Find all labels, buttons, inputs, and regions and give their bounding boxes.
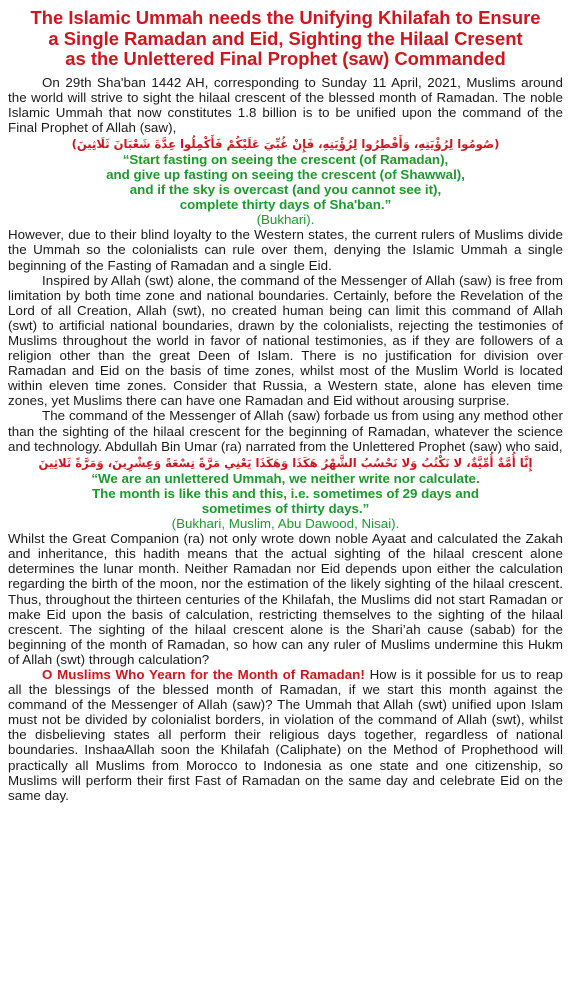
hadith1-line-4 — [8, 197, 563, 227]
hadith2-line-3-text: sometimes of thirty days.” — [201, 500, 370, 516]
hadith2-line-3 — [8, 501, 563, 531]
document-title — [8, 8, 563, 70]
hadith-block-fasting — [8, 136, 563, 227]
paragraph-method: The command of the Messenger of Allah (saw) forbade us from using any method other than the sighting of the hilaal crescent for the beginning of Ramadan, whatever the science and technology. Abdullah Bin Umar (ra) narrated from the Unlettered Prophet (saw) who said, — [8, 408, 563, 454]
title-line-3: as the Unlettered Final Prophet (saw) Commanded — [65, 48, 506, 69]
title-line-2: a Single Ramadan and Eid, Sighting the Hilaal Cresent — [48, 27, 523, 49]
hadith1-source: (Bukhari). — [256, 212, 315, 228]
hadith-translation-fasting — [8, 152, 563, 227]
hadith-arabic-unlettered: إِنَّا أُمَّةٌ أُمِّيَّةٌ، لا نَكْتُبُ وَلا نَحْسُبُ الشَّهْرُ هَكَذَا وَهَكَذَا يَعْنِي مَرَّةً تِسْعَةً وَعِشْرِينَ، وَمَرَّةً ثَلاثِينَ — [38, 455, 533, 470]
hadith1-line-4-text: complete thirty days of Sha'ban.” — [179, 197, 392, 213]
paragraph-rulers: However, due to their blind loyalty to the Western states, the current rulers of Muslims divide the Ummah so the colonialists can rule over them, denying the Islamic Ummah a single beginning of the Fasting of Ramadan and a single Eid. — [8, 227, 563, 273]
hadith-translation-unlettered — [8, 471, 563, 531]
paragraph-calculation: Whilst the Great Companion (ra) not only wrote down noble Ayaat and calculated the Zakah and inheritance, this hadith means that the actual sighting of the hilaal crescent alone determines the lunar month. Neither Ramadan nor Eid depends upon either the calculation regarding the birth of the moon, nor the estimation of the likely sighting of the hilaal crescent. Thus, throughout the thirteen centuries of the Khilafah, the Muslims did not start Ramadan or make Eid upon the basis of calculation, restricting themselves to the sighting of the hilaal crescent. The sighting of the hilaal crescent alone is the Shari’ah cause (sabab) for the beginning of the month of Ramadan, so how can any ruler of Muslims undermine this Hukm of Allah (swt) through calculation? — [8, 531, 563, 667]
hadith-arabic-fasting: (صُومُوا لِرُؤْيَتِهِ، وَأَفْطِرُوا لِرُؤْيَتِهِ، فَإِنْ غُبِّيَ عَلَيْكُمْ فَأَكْمِلُوا عِدَّةَ شَعْبَانَ ثَلَاثِينَ) — [71, 136, 500, 151]
paragraph-time-zones: Inspired by Allah (swt) alone, the command of the Messenger of Allah (saw) is free from limitation by both time zone and national boundaries. Certainly, before the Revelation of the Lord of all Creation, Allah (swt), no created human being can limit this command of Allah (swt) to artificial national boundaries, drawn by the colonialists, rejecting the testimonies of Muslims throughout the world in favor of national testimonies, as if they are followers of a religion other than the great Deen of Islam. There is no justification for division over Ramadan and Eid on the basis of time zones, whilst most of the Muslim World is located within eleven time zones. Consider that Russia, a Western state, alone has eleven time zones, yet Muslims there can have one Ramadan and Eid without arousing surprise. — [8, 272, 563, 409]
call-body: How is it possible for us to reap all the blessings of the blessed month of Ramadan, if we start this month against the command of the Messenger of Allah (saw)? The Ummah that Allah (swt) unified upon Islam must not be divided by colonialist borders, in violation of the command of Allah (swt), whilst the disbelieving states all perform their religious days together, regardless of national boundaries. InshaaAllah soon the Khilafah (Caliphate) on the Method of Prophethood will practically all Muslims from Morocco to Indonesia as one state and one citizenship, so Muslims will perform their first Fast of Ramadan on the same day and celebrate Eid on the same day. — [8, 666, 563, 803]
paragraph-call — [8, 667, 563, 803]
hadith1-line-2: and give up fasting on seeing the crescent (of Shawwal), — [106, 166, 465, 182]
hadith2-line-1: “We are an unlettered Ummah, we neither write nor calculate. — [91, 470, 480, 486]
hadith-block-unlettered — [8, 455, 563, 531]
paragraph-intro: On 29th Sha'ban 1442 AH, corresponding to Sunday 11 April, 2021, Muslims around the world will strive to sight the hilaal crescent of the blessed month of Ramadan. The noble Islamic Ummah that now constitutes 1.8 billion is to be unified upon the command of the Final Prophet of Allah (saw), — [8, 74, 563, 135]
hadith2-line-2: The month is like this and this, i.e. sometimes of 29 days and — [91, 485, 480, 501]
hadith2-source: (Bukhari, Muslim, Abu Dawood, Nisai). — [171, 516, 400, 532]
hadith1-line-1: “Start fasting on seeing the crescent (of Ramadan), — [122, 151, 449, 167]
call-heading: O Muslims Who Yearn for the Month of Ramadan! — [42, 666, 365, 682]
title-line-1: The Islamic Ummah needs the Unifying Khilafah to Ensure — [30, 7, 541, 28]
hadith1-line-3: and if the sky is overcast (and you cannot see it), — [129, 182, 442, 198]
